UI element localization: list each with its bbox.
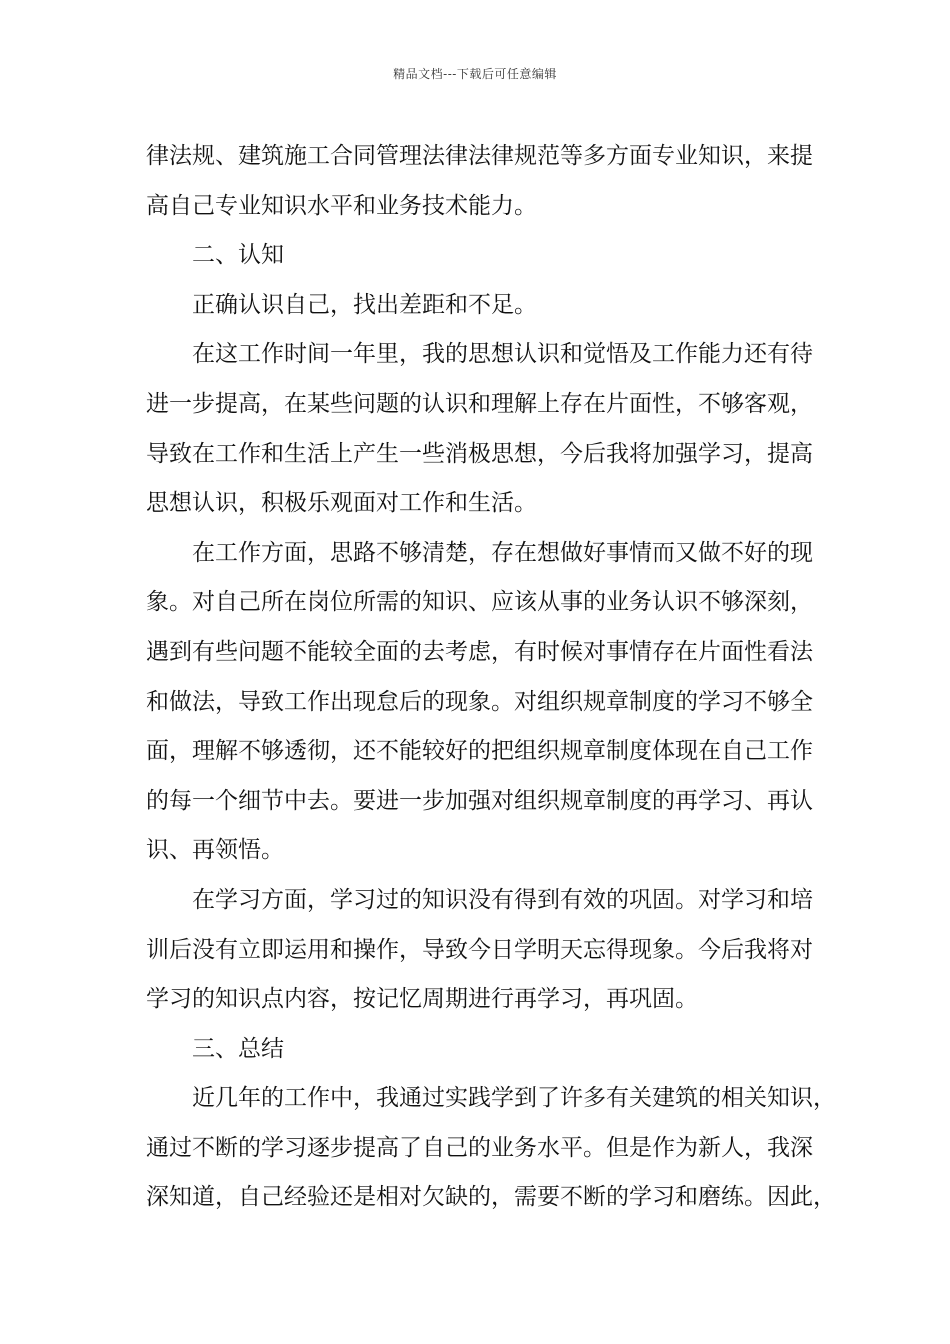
text-line: 通过不断的学习逐步提高了自己的业务水平。但是作为新人，我深	[146, 1134, 813, 1161]
text-line: 象。对自己所在岗位所需的知识、应该从事的业务认识不够深刻，	[146, 589, 813, 616]
text-line: 遇到有些问题不能较全面的去考虑，有时候对事情存在片面性看法	[146, 638, 813, 665]
text-line: 在这工作时间一年里，我的思想认识和觉悟及工作能力还有待	[192, 341, 813, 368]
section-heading: 二、认知	[192, 242, 284, 269]
text-line: 深知道，自己经验还是相对欠缺的，需要不断的学习和磨练。因此，	[146, 1184, 836, 1211]
text-line: 面，理解不够透彻，还不能较好的把组织规章制度体现在自己工作	[146, 738, 813, 765]
text-line: 和做法，导致工作出现怠后的现象。对组织规章制度的学习不够全	[146, 688, 813, 715]
section-heading: 三、总结	[192, 1035, 284, 1062]
text-line: 的每一个细节中去。要进一步加强对组织规章制度的再学习、再认	[146, 787, 813, 814]
text-line: 训后没有立即运用和操作，导致今日学明天忘得现象。今后我将对	[146, 936, 813, 963]
text-line: 识、再领悟。	[146, 837, 284, 864]
text-line: 进一步提高，在某些问题的认识和理解上存在片面性，不够客观，	[146, 390, 813, 417]
text-line: 律法规、建筑施工合同管理法律法律规范等多方面专业知识，来提	[146, 143, 813, 169]
text-line: 导致在工作和生活上产生一些消极思想，今后我将加强学习，提高	[146, 440, 813, 467]
text-line: 正确认识自己，找出差距和不足。	[192, 291, 537, 318]
text-line: 近几年的工作中，我通过实践学到了许多有关建筑的相关知识，	[192, 1085, 836, 1112]
text-line: 在工作方面，思路不够清楚，存在想做好事情而又做不好的现	[192, 539, 813, 566]
text-line: 高自己专业知识水平和业务技术能力。	[146, 192, 537, 219]
text-line: 学习的知识点内容，按记忆周期进行再学习，再巩固。	[146, 986, 698, 1013]
text-line: 在学习方面，学习过的知识没有得到有效的巩固。对学习和培	[192, 886, 813, 913]
text-line: 思想认识，积极乐观面对工作和生活。	[146, 490, 537, 517]
page-header: 精品文档---下载后可任意编辑	[393, 67, 557, 81]
document-body	[146, 132, 836, 1223]
